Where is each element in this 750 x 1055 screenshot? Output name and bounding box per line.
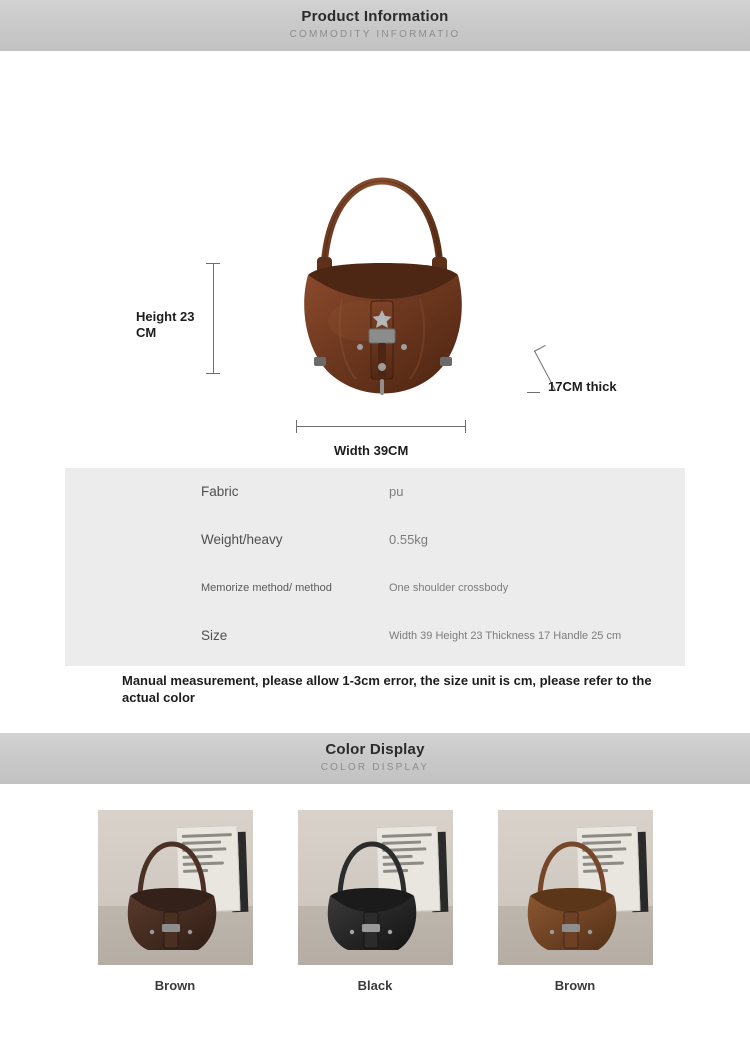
swatch-label: Brown	[154, 978, 196, 993]
swatch-label: Black	[357, 978, 393, 993]
product-dimension-diagram	[0, 51, 750, 466]
spec-key: Memorize method/ method	[201, 581, 332, 594]
color-display-subtitle: COLOR DISPLAY	[320, 762, 430, 773]
table-row	[65, 612, 685, 660]
swatch-photo[interactable]	[498, 810, 653, 965]
spec-table	[65, 468, 685, 666]
bag-photo-brown-light	[514, 838, 626, 950]
thickness-measure-cap-top	[534, 345, 546, 352]
product-info-banner	[0, 0, 750, 51]
spec-key: Size	[201, 628, 228, 643]
table-row	[65, 468, 685, 516]
product-info-title: Product Information	[301, 8, 449, 25]
width-measure-cap-right	[465, 420, 466, 433]
thickness-measure-cap-bottom	[527, 392, 540, 393]
swatch-photo[interactable]	[98, 810, 253, 965]
spec-key: Fabric	[201, 484, 239, 499]
height-measure-cap-top	[206, 263, 220, 264]
swatch-photo[interactable]	[298, 810, 453, 965]
width-measure-line	[296, 426, 466, 427]
color-swatch-black[interactable]	[298, 810, 453, 994]
swatch-label: Brown	[554, 978, 596, 993]
thickness-label: 17CM thick	[548, 379, 617, 394]
width-measure-cap-left	[296, 420, 297, 433]
height-label: Height 23 CM	[136, 309, 195, 340]
height-measure-cap-bottom	[206, 373, 220, 374]
bag-photo-black	[314, 838, 426, 950]
product-info-subtitle: COMMODITY INFORMATIO	[289, 29, 461, 40]
spec-value: Width 39 Height 23 Thickness 17 Handle 25 cm	[389, 630, 622, 642]
measurement-note: Manual measurement, please allow 1-3cm error, the size unit is cm, please refer to the actual color	[122, 673, 652, 705]
table-row	[65, 564, 685, 612]
spec-value: 0.55kg	[389, 532, 429, 547]
color-swatch-brown-2[interactable]	[498, 810, 653, 994]
color-swatch-list	[0, 810, 750, 994]
spec-value: One shoulder crossbody	[389, 582, 509, 594]
bag-photo-brown	[114, 838, 226, 950]
width-label: Width 39CM	[334, 443, 409, 458]
color-swatch-brown-1[interactable]	[98, 810, 253, 994]
color-display-banner	[0, 733, 750, 784]
bag-illustration	[282, 171, 482, 411]
spec-key: Weight/heavy	[201, 532, 283, 547]
spec-value: pu	[389, 484, 404, 499]
table-row	[65, 516, 685, 564]
color-display-banner-wrap	[0, 733, 750, 784]
color-display-title: Color Display	[325, 741, 425, 758]
